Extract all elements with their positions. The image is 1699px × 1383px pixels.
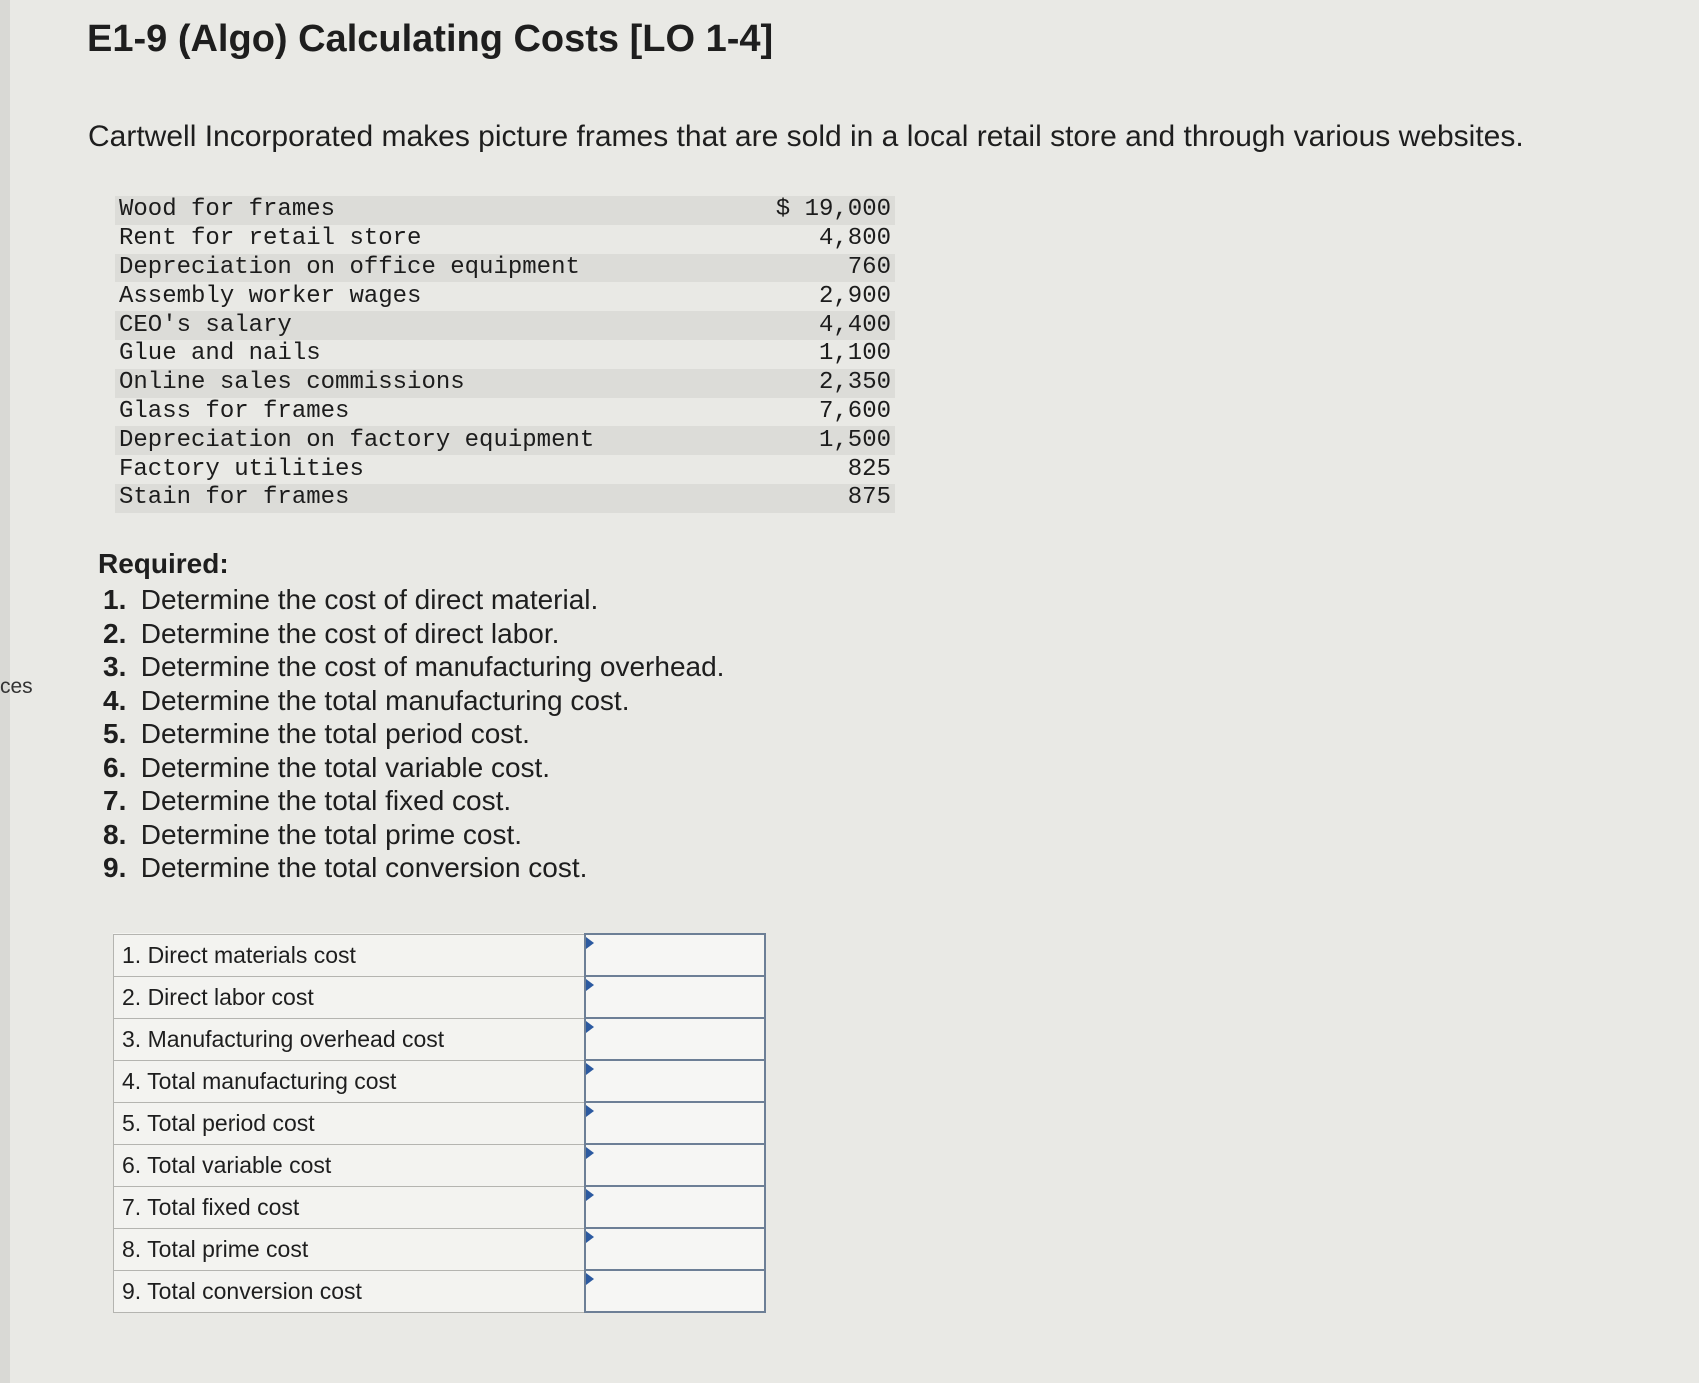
cost-amount: $ 19,000 [737, 196, 895, 225]
input-marker-icon [586, 1189, 594, 1201]
page-title: E1-9 (Algo) Calculating Costs [LO 1-4] [87, 18, 774, 60]
cost-row [115, 254, 895, 283]
input-marker-icon [586, 1063, 594, 1075]
total-prime-input[interactable] [586, 1231, 764, 1267]
list-item [103, 751, 724, 785]
list-item [103, 583, 724, 617]
answer-cell[interactable] [585, 1186, 765, 1228]
answer-label: 5. Total period cost [114, 1102, 586, 1144]
total-period-input[interactable] [586, 1105, 764, 1141]
cost-item: Online sales commissions [115, 369, 737, 398]
answer-cell[interactable] [585, 1144, 765, 1186]
item-text: Determine the total fixed cost. [140, 785, 512, 816]
item-text: Determine the total conversion cost. [140, 852, 588, 883]
item-text: Determine the cost of manufacturing overhead. [140, 651, 725, 682]
table-row [114, 1060, 766, 1102]
table-row [114, 934, 766, 976]
answer-label: 7. Total fixed cost [114, 1186, 586, 1228]
manufacturing-overhead-input[interactable] [586, 1021, 764, 1057]
cost-item: CEO's salary [115, 311, 737, 340]
list-item [103, 617, 724, 651]
input-marker-icon [586, 1231, 594, 1243]
input-marker-icon [586, 1147, 594, 1159]
cost-amount: 1,500 [737, 426, 895, 455]
list-item [103, 784, 724, 818]
table-row [114, 1018, 766, 1060]
item-number: 5. [103, 718, 127, 749]
answer-label: 4. Total manufacturing cost [114, 1060, 586, 1102]
cost-item: Glue and nails [119, 340, 321, 368]
list-item [103, 650, 724, 684]
item-number: 4. [103, 684, 127, 716]
answer-cell[interactable] [585, 1270, 765, 1312]
cost-amount: 1,100 [818, 340, 891, 368]
cost-row [115, 484, 895, 513]
input-marker-icon [586, 1105, 594, 1117]
input-marker-icon [586, 937, 594, 949]
direct-labor-input[interactable] [586, 979, 764, 1015]
item-text: Determine the total period cost. [140, 718, 530, 749]
item-text: Determine the total manufacturing cost. [140, 684, 630, 716]
item-number: 3. [103, 651, 127, 682]
item-number: 1. [103, 584, 127, 615]
answer-label: 1. Direct materials cost [114, 934, 586, 976]
cost-row [115, 455, 895, 484]
item-number: 2. [103, 617, 127, 649]
item-number: 7. [103, 785, 127, 816]
item-text: Determine the total variable cost. [140, 751, 551, 783]
item-text: Determine the total prime cost. [140, 818, 523, 850]
answer-label: 8. Total prime cost [114, 1228, 586, 1270]
item-number: 9. [103, 852, 127, 883]
direct-materials-input[interactable] [586, 937, 764, 973]
answer-label: 3. Manufacturing overhead cost [114, 1018, 586, 1060]
cost-item: Stain for frames [115, 484, 737, 513]
table-row [114, 1270, 766, 1312]
cost-row [115, 398, 895, 427]
answer-cell[interactable] [585, 1060, 765, 1102]
sidebar-partial-label[interactable]: ces [0, 675, 33, 698]
list-item [103, 818, 724, 852]
problem-intro: Cartwell Incorporated makes picture frames that are sold in a local retail store and through various websites. [88, 120, 1524, 153]
input-marker-icon [586, 1273, 594, 1285]
cost-amount: 4,400 [737, 311, 895, 340]
answer-label: 9. Total conversion cost [114, 1270, 586, 1312]
cost-item: Rent for retail store [119, 225, 422, 253]
cost-item: Assembly worker wages [119, 282, 422, 310]
cost-row [115, 311, 895, 340]
answer-cell[interactable] [585, 1018, 765, 1060]
cost-amount: 2,900 [818, 282, 891, 310]
item-text: Determine the cost of direct material. [140, 584, 599, 615]
cost-data-table [115, 196, 895, 513]
cost-row [115, 426, 895, 455]
cost-item: Depreciation on office equipment [115, 254, 737, 283]
cost-amount: 760 [737, 254, 895, 283]
list-item [103, 851, 724, 885]
item-number: 6. [103, 751, 127, 783]
cost-row [115, 369, 895, 398]
cost-amount: 825 [847, 455, 891, 483]
list-item [103, 717, 724, 751]
cost-item: Depreciation on factory equipment [115, 426, 737, 455]
table-row [114, 1102, 766, 1144]
cost-row [115, 282, 895, 311]
cost-row [115, 196, 895, 225]
cost-amount: 2,350 [737, 369, 895, 398]
cost-item: Factory utilities [119, 455, 364, 483]
answer-table [113, 933, 766, 1313]
answer-cell[interactable] [585, 934, 765, 976]
total-manufacturing-input[interactable] [586, 1063, 764, 1099]
table-row [114, 976, 766, 1018]
cost-item: Wood for frames [115, 196, 737, 225]
total-conversion-input[interactable] [586, 1273, 764, 1309]
cost-amount: 4,800 [818, 225, 891, 253]
answer-cell[interactable] [585, 976, 765, 1018]
table-row [114, 1186, 766, 1228]
table-row [114, 1144, 766, 1186]
item-number: 8. [103, 818, 127, 850]
answer-cell[interactable] [585, 1102, 765, 1144]
total-variable-input[interactable] [586, 1147, 764, 1183]
answer-label: 6. Total variable cost [114, 1144, 586, 1186]
total-fixed-input[interactable] [586, 1189, 764, 1225]
required-heading: Required: [98, 548, 229, 579]
list-item [103, 684, 724, 718]
cost-item: Glass for frames [119, 397, 350, 425]
answer-label: 2. Direct labor cost [114, 976, 586, 1018]
input-marker-icon [586, 1021, 594, 1033]
input-marker-icon [586, 979, 594, 991]
cost-row [115, 340, 895, 369]
table-row [114, 1228, 766, 1270]
answer-cell[interactable] [585, 1228, 765, 1270]
cost-amount: 7,600 [818, 397, 891, 425]
required-list [103, 583, 724, 885]
cost-amount: 875 [737, 484, 895, 513]
item-text: Determine the cost of direct labor. [140, 617, 560, 649]
cost-row [115, 225, 895, 254]
